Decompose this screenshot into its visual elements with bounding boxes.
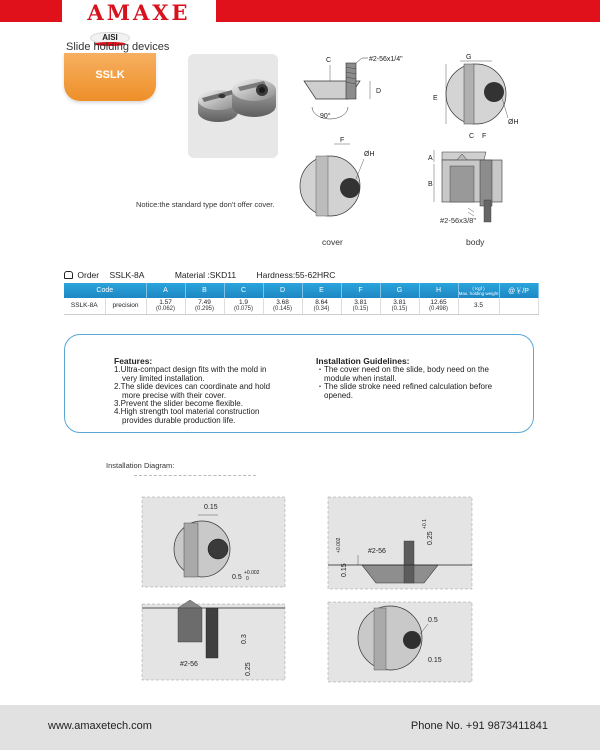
diagram-c-dim-025: 0.25: [245, 662, 252, 676]
product-photo: [188, 54, 278, 158]
spec-cell-weight: 3.5: [458, 298, 499, 314]
spec-table: [64, 283, 539, 315]
cover-side-drawing: [300, 55, 403, 125]
features-line: more precise with their cover.: [122, 390, 227, 400]
spec-header-a: A: [146, 283, 185, 298]
spec-header-h: H: [419, 283, 458, 298]
product-photo-render: [188, 54, 278, 158]
spec-header-weight: [458, 283, 499, 298]
spec-header-c: C: [224, 283, 263, 298]
diagram-panel-top-left: [142, 497, 285, 587]
features-line: 4.High strength tool material construction: [114, 407, 260, 417]
diagram-a-tol-zero: 0: [246, 576, 249, 582]
diagram-c-thread: #2-56: [180, 661, 198, 668]
body-dim-c: C: [469, 133, 475, 140]
order-label: Order: [77, 270, 100, 280]
footer-website: www.amaxetech.com: [48, 720, 152, 732]
spec-header-weight-unit: ( Kgf ): [472, 285, 485, 291]
diagram-panel-bottom-right: [328, 602, 472, 682]
order-hardness: Hardness:55-62HRC: [256, 270, 336, 280]
installation-diagram-label: Installation Diagram:: [106, 461, 175, 470]
spec-cell-d: 3.68 (0.145): [263, 298, 302, 314]
body-dim-f: F: [482, 133, 487, 140]
aisi-badge: AISI: [90, 32, 130, 44]
body-top-drawing: [430, 52, 530, 140]
product-tab: [64, 53, 156, 101]
body-dim-h: ØH: [508, 119, 519, 126]
table-row: [64, 298, 538, 314]
spec-header-g: G: [380, 283, 419, 298]
installation-line: module when install.: [324, 373, 397, 383]
spec-header-e: E: [302, 283, 341, 298]
order-line: [64, 270, 335, 280]
features-line: very limited installation.: [122, 373, 205, 383]
spec-cell-g: 3.81 (0.15): [380, 298, 419, 314]
cover-top-drawing: [294, 134, 384, 226]
brand-logo: AMAXE: [87, 0, 191, 25]
spec-cell-f: 3.81 (0.15): [341, 298, 380, 314]
diagram-d-dim-05: 0.5: [428, 617, 438, 624]
installation-section: [316, 357, 526, 400]
spec-header-code: Code: [64, 283, 146, 298]
diagram-b-dim-015: 0.15: [341, 563, 348, 577]
spec-cell-b: 7.49 (0.295): [185, 298, 224, 314]
features-line: 3.Prevent the slider become flexible.: [114, 399, 243, 409]
features-line: 1.Ultra-compact design fits with the mold in: [114, 365, 267, 375]
features-section: [114, 357, 304, 425]
body-thread-label: #2-56x3/8": [440, 216, 477, 225]
order-material: Material :SKD11: [174, 270, 237, 280]
spec-cell-h: 12.65 (0.498): [419, 298, 458, 314]
footer: [0, 705, 600, 750]
cover-dim-f: F: [340, 137, 345, 144]
diagram-b-dim-025: 0.25: [427, 531, 434, 545]
order-code: SSLK-8A: [109, 270, 145, 280]
diagram-panel-top-right: [328, 497, 472, 589]
diagram-d-dim-015: 0.15: [428, 657, 442, 664]
body-dim-a: A: [428, 155, 433, 162]
cover-dim-d: D: [376, 88, 382, 95]
spec-cell-code: SSLK-8A: [64, 298, 105, 314]
cover-caption: cover: [322, 237, 343, 247]
body-dim-g: G: [466, 54, 472, 61]
diagram-b-tol: +0.1: [422, 519, 428, 529]
diagram-c-dim-03: 0.3: [241, 634, 248, 644]
footer-phone: Phone No. +91 9873411841: [410, 720, 548, 732]
installation-line: ・The slide stroke need refined calculation before: [316, 382, 493, 392]
page-title: Slide holding devices: [66, 41, 170, 53]
spec-cell-c: 1.9 (0.075): [224, 298, 263, 314]
spec-header-row: [64, 283, 538, 298]
body-dim-e: E: [433, 95, 438, 102]
installation-diagram-rule: [134, 475, 256, 476]
diagram-a-dim-05: 0.5: [232, 574, 242, 581]
spec-header-f: F: [341, 283, 380, 298]
diagram-panel-bottom-left: [142, 604, 285, 680]
body-dim-b: B: [428, 181, 433, 188]
product-tab-label: SSLK: [95, 69, 125, 81]
spec-cell-a: 1.57 (0.062): [146, 298, 185, 314]
installation-line: opened.: [324, 390, 353, 400]
spec-header-price: @￥/P: [499, 283, 538, 298]
body-caption: body: [466, 237, 485, 247]
spec-header-d: D: [263, 283, 302, 298]
diagram-a-dim-015: 0.15: [204, 504, 218, 511]
spec-cell-price: [499, 298, 538, 314]
spec-cell-grade: precision: [105, 298, 146, 314]
spec-header-b: B: [185, 283, 224, 298]
cover-dim-h: ØH: [364, 151, 375, 158]
diagram-b-tol2: +0.002: [336, 537, 342, 553]
diagram-a-tol-plus: +0.002: [244, 570, 260, 576]
cover-thread-label: #2-56x1/4": [369, 56, 403, 63]
features-line: 2.The slide devices can coordinate and hold: [114, 382, 271, 392]
diagram-b-thread: #2-56: [368, 548, 386, 555]
installation-line: ・The cover need on the slide, body need on the: [316, 365, 490, 375]
installation-title: Installation Guidelines:: [316, 356, 410, 366]
features-line: provides durable production life.: [122, 415, 236, 425]
cover-angle: 90°: [320, 113, 331, 120]
spec-header-weight-label: Max. holding weight: [458, 290, 499, 296]
spec-cell-e: 8.64 (0.34): [302, 298, 341, 314]
phone-icon: [64, 271, 73, 279]
cover-dim-c: C: [326, 57, 332, 64]
notice-text: Notice:the standard type don't offer cover.: [136, 200, 275, 209]
features-title: Features:: [114, 356, 153, 366]
